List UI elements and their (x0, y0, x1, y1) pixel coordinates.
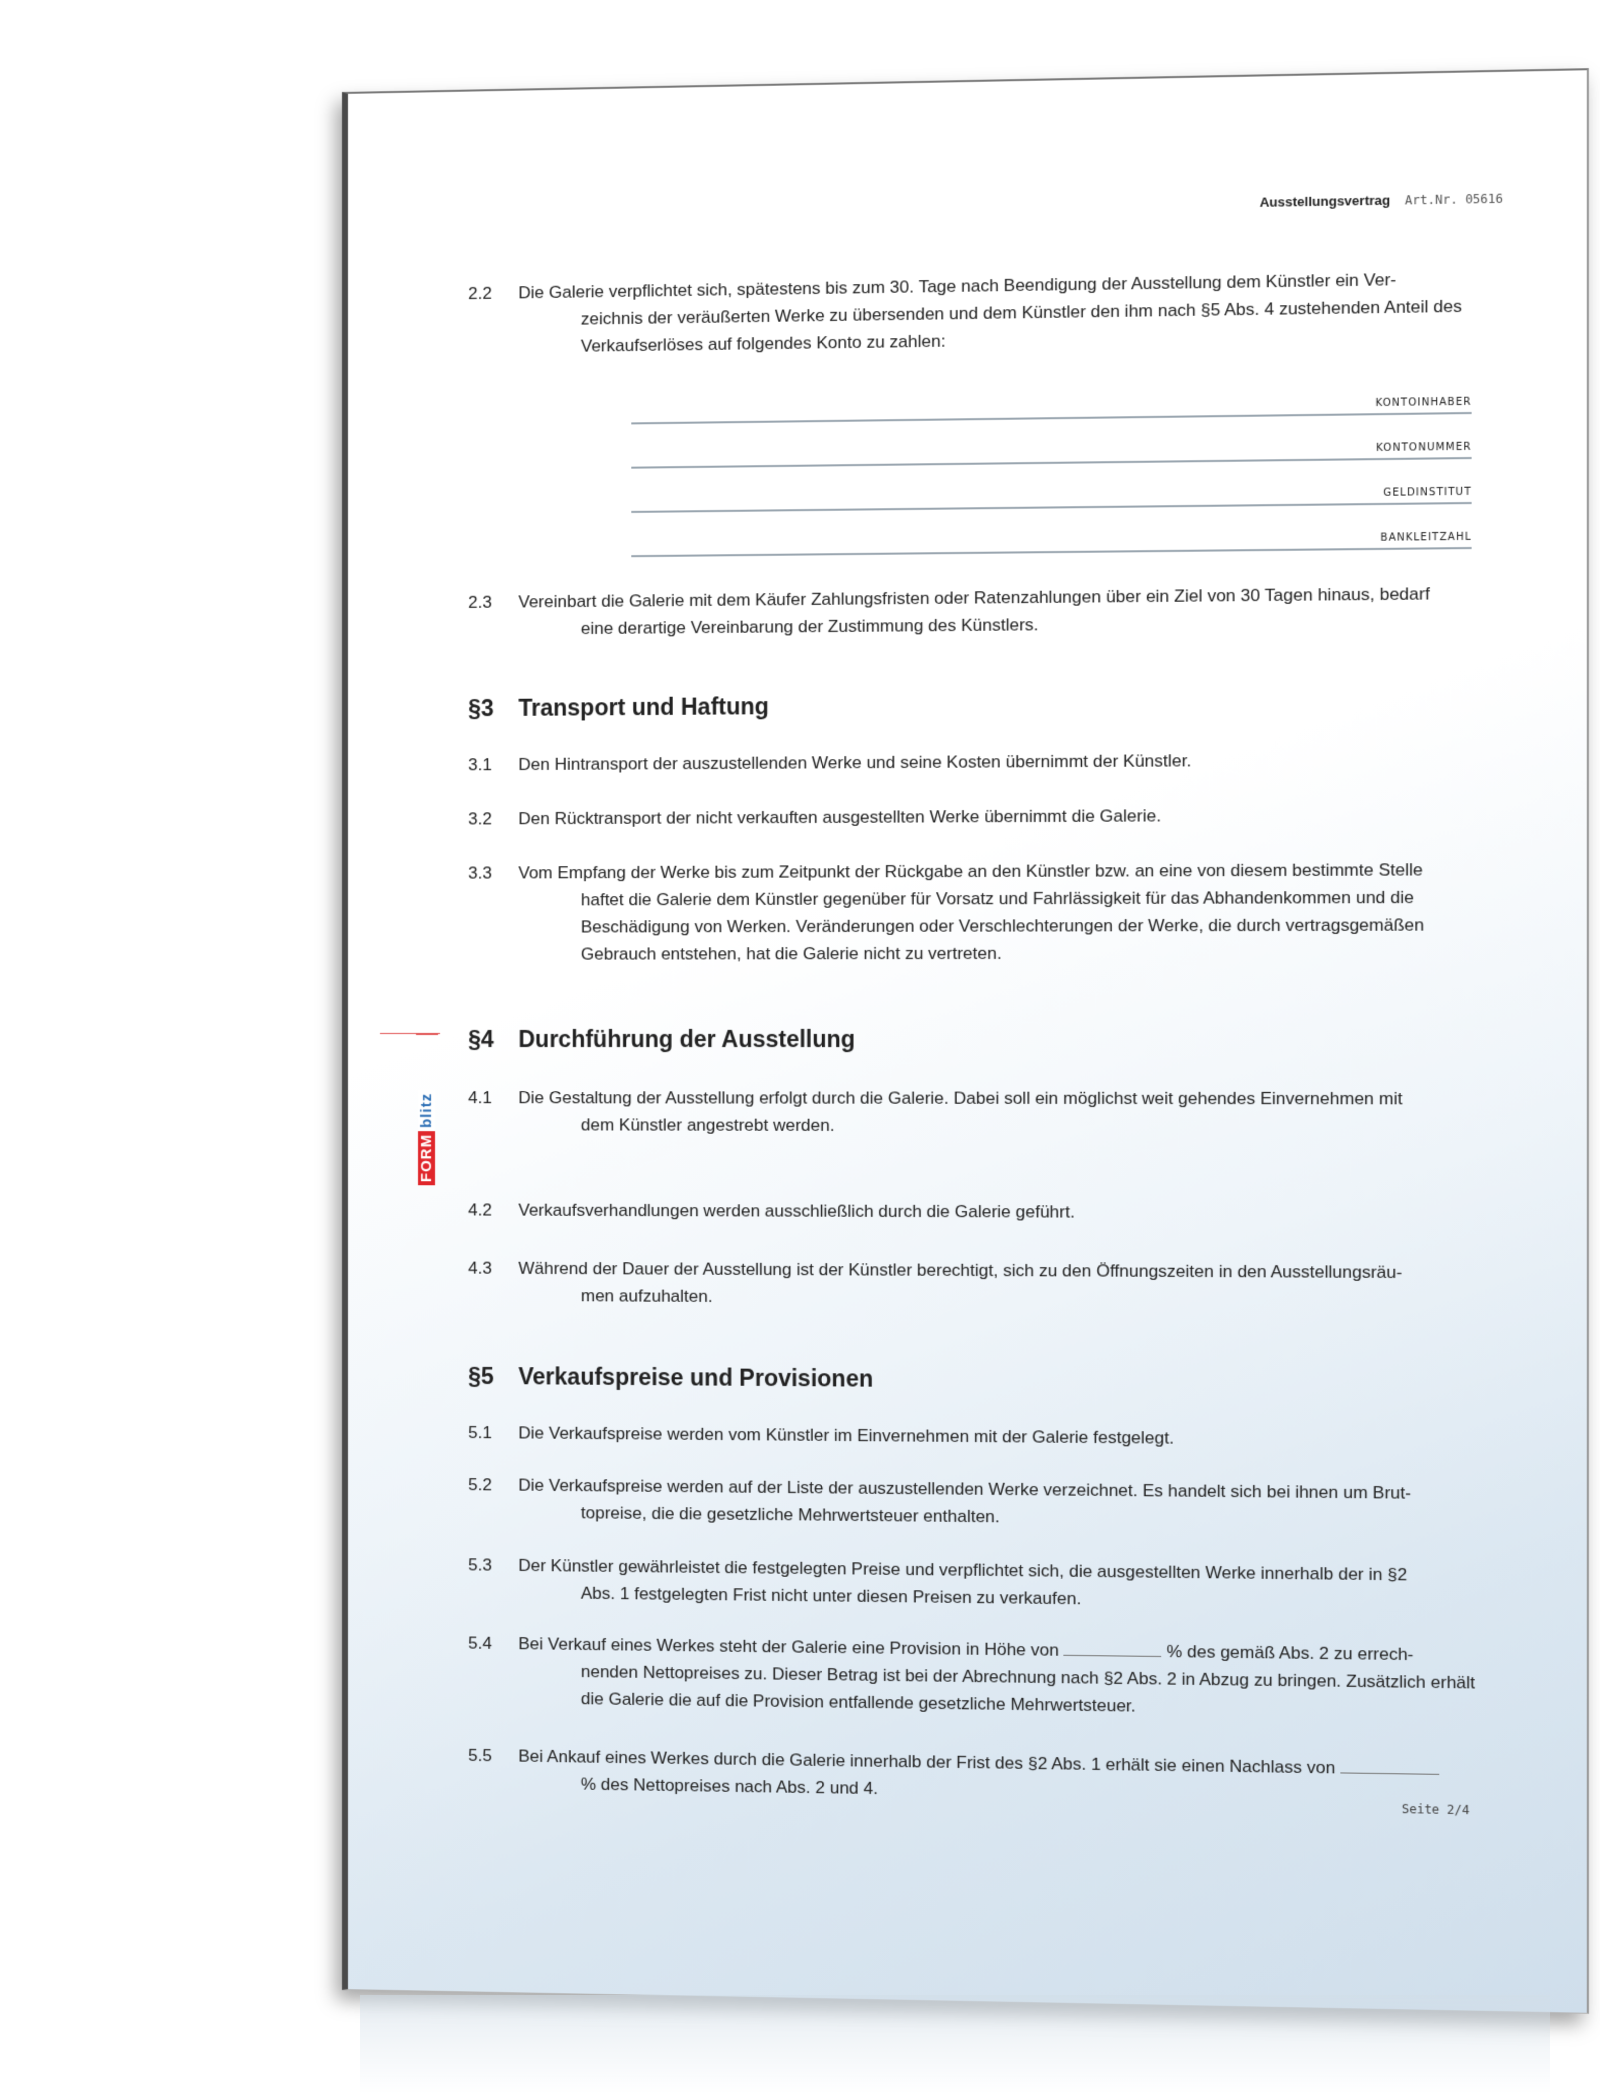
clause-3-2 (468, 801, 1476, 833)
clause-text-continuation: men aufzuhalten. (580, 1286, 713, 1306)
clause-number: 4.2 (468, 1200, 492, 1220)
clause-text-first-line: Der Künstler gewährleistet die festgelegten Preise und verpflichtet sich, die ausgestellten Werke innerhalb der in §2 (518, 1555, 1408, 1585)
clause-number: 5.1 (468, 1422, 492, 1443)
clause-text-first-line: Den Hintransport der auszustellenden Werke und seine Kosten übernimmt der Künstler. (518, 751, 1192, 775)
clause-text-continuation: topreise, die die gesetzliche Mehrwertsteuer enthalten. (580, 1503, 1000, 1527)
section-number: §4 (468, 1025, 494, 1053)
logo-accent-line (380, 1033, 440, 1034)
clause-5-1 (468, 1419, 1476, 1454)
clause-text-continuation: Abs. 1 festgelegten Frist nicht unter diesen Preisen zu verkaufen. (580, 1583, 1082, 1609)
discount-percent-blank[interactable] (1340, 1760, 1439, 1775)
clause-2-3 (468, 580, 1476, 643)
clause-text-first-line: Die Verkaufspreise werden auf der Liste der auszustellenden Werke verzeichnet. Es handelt sich bei ihnen um Brut- (518, 1475, 1412, 1503)
clause-text-continuation: zeichnis der veräußerten Werke zu übersenden und dem Künstler den ihm nach §5 Abs. 4 zustehenden Anteil des Verkaufserlöses auf folgendes Konto zu zahlen: (580, 296, 1462, 356)
section-number: §3 (468, 694, 494, 722)
clause-text-continuation: nenden Nettopreises zu. Dieser Betrag ist bei der Abrechnung nach §2 Abs. 2 in Abzug zu bringen. Zusätzlich erhält die Galerie die auf die Provision entfallende gesetzliche Mehrwertsteuer. (580, 1661, 1476, 1716)
clause-number: 5.5 (468, 1745, 492, 1766)
clause-3-3 (468, 856, 1476, 968)
field-label: KONTONUMMER (1376, 441, 1472, 455)
clause-text-continuation: % des Nettopreises nach Abs. 2 und 4. (580, 1774, 878, 1799)
section-heading-4 (468, 1026, 855, 1053)
clause-number: 3.3 (468, 863, 492, 883)
clause-4-2 (468, 1197, 1476, 1228)
field-label: GELDINSTITUT (1383, 486, 1472, 499)
clause-text-first-line: Verkaufsverhandlungen werden ausschließlich durch die Galerie geführt. (518, 1200, 1075, 1222)
clause-text-first-line: Den Rücktransport der nicht verkauften ausgestellten Werke übernimmt die Galerie. (518, 806, 1162, 829)
clause-text-continuation: dem Künstler angestrebt werden. (580, 1115, 835, 1135)
clause-number: 5.4 (468, 1633, 492, 1653)
field-label: BANKLEITZAHL (1380, 531, 1472, 544)
clause-text-part: Bei Verkauf eines Werkes steht der Galerie eine Provision in Höhe von (518, 1634, 1059, 1660)
provision-percent-blank[interactable] (1064, 1643, 1162, 1657)
clause-number: 5.3 (468, 1555, 492, 1575)
clause-5-3 (468, 1552, 1476, 1617)
section-heading-5 (468, 1363, 873, 1393)
clause-number: 5.2 (468, 1475, 492, 1495)
clause-4-1 (468, 1084, 1476, 1140)
section-title: Durchführung der Ausstellung (518, 1025, 856, 1053)
clause-number: 4.1 (468, 1088, 492, 1108)
clause-text-first-line: Vom Empfang der Werke bis zum Zeitpunkt der Rückgabe an den Künstler bzw. an eine von diesem bestimmte Stelle (518, 860, 1423, 883)
section-title: Transport und Haftung (518, 693, 769, 721)
section-heading-3 (468, 693, 769, 722)
clause-number: 4.3 (468, 1258, 492, 1278)
clause-2-2 (468, 265, 1476, 361)
clause-text-continuation: eine derartige Vereinbarung der Zustimmung des Künstlers. (580, 615, 1039, 639)
clause-text-continuation: haftet die Galerie dem Künstler gegenüber für Vorsatz und Fahrlässigkeit für das Abhandenkommen und die Beschädigung von Werken. Veränderungen oder Verschlechterungen der Werke, die durch vertragsgemäßen Gebrauch entstehen, hat die Galerie nicht zu vertreten. (580, 887, 1425, 964)
document-title: Ausstellungsvertrag (1259, 192, 1391, 210)
clause-text-first-line: Während der Dauer der Ausstellung ist der Künstler berechtigt, sich zu den Öffnungszeiten in den Ausstellungsräu- (518, 1258, 1403, 1283)
bank-details-form (631, 369, 1471, 557)
clause-text-first-line: Vereinbart die Galerie mit dem Käufer Zahlungsfristen oder Ratenzahlungen über ein Ziel von 30 Tagen hinaus, bedarf (518, 584, 1430, 612)
logo-form-text: FORM (418, 1131, 435, 1185)
section-title: Verkaufspreise und Provisionen (518, 1363, 874, 1392)
page-reflection (360, 1995, 1550, 2095)
clause-5-4 (468, 1630, 1476, 1724)
clause-number: 3.2 (468, 809, 492, 829)
clause-number: 3.1 (468, 755, 492, 775)
clause-5-2 (468, 1472, 1476, 1536)
clause-5-5 (468, 1742, 1476, 1811)
section-number: §5 (468, 1362, 494, 1390)
document-page (342, 68, 1589, 2014)
formblitz-logo (416, 1034, 438, 1187)
article-number: Art.Nr. 05616 (1404, 191, 1503, 208)
clause-number: 2.2 (468, 283, 492, 304)
clause-3-1 (468, 745, 1476, 778)
bank-field-bank-code[interactable] (631, 504, 1471, 557)
clause-number: 2.3 (468, 592, 492, 612)
clause-text-part: Bei Ankauf eines Werkes durch die Galerie innerhalb der Frist des §2 Abs. 1 erhält sie einen Nachlass von (518, 1746, 1336, 1778)
logo-blitz-text: blitz (418, 1090, 435, 1131)
clause-text-first-line: Die Verkaufspreise werden vom Künstler im Einvernehmen mit der Galerie festgelegt. (518, 1423, 1175, 1448)
clause-4-3 (468, 1255, 1476, 1314)
page-number: Seite 2/4 (1401, 1801, 1470, 1818)
page-header (1260, 191, 1503, 211)
clause-text-part: % des gemäß Abs. 2 zu errech- (1166, 1641, 1414, 1665)
field-label: KONTOINHABER (1375, 396, 1472, 410)
clause-text-first-line: Die Galerie verpflichtet sich, spätestens bis zum 30. Tage nach Beendigung der Ausstellung dem Künstler ein Ver- (518, 269, 1397, 303)
clause-text-first-line: Die Gestaltung der Ausstellung erfolgt durch die Galerie. Dabei soll ein möglichst weit gehendes Einvernehmen mit (518, 1088, 1403, 1109)
